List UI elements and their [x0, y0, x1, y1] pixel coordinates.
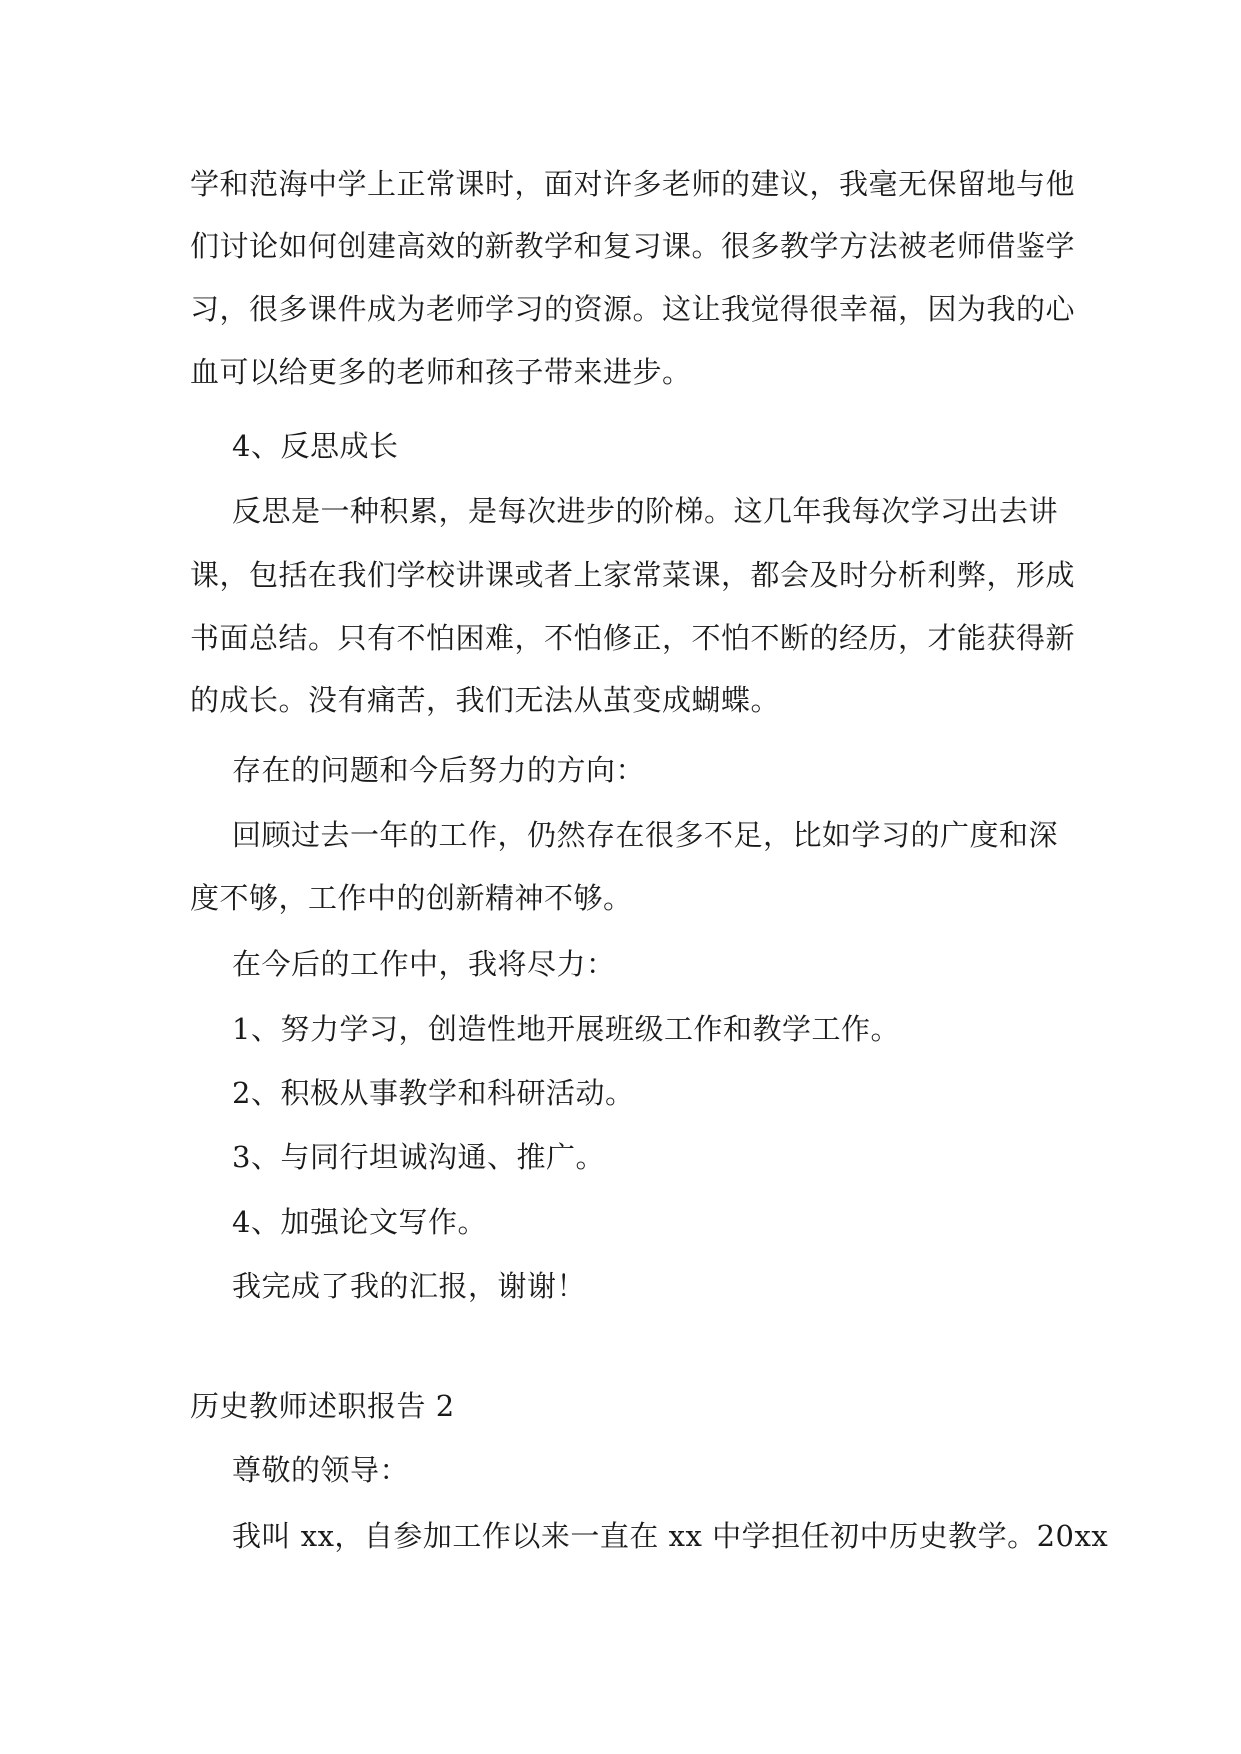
- paragraph-line: 血可以给更多的老师和孩子带来进步。: [190, 355, 692, 389]
- section-heading: 4、反思成长: [232, 429, 399, 463]
- list-item: 3、与同行坦诚沟通、推广。: [232, 1140, 605, 1174]
- paragraph-line: 我完成了我的汇报，谢谢！: [232, 1269, 587, 1303]
- paragraph-line: 回顾过去一年的工作，仍然存在很多不足，比如学习的广度和深: [232, 818, 1059, 852]
- paragraph-line: 的成长。没有痛苦，我们无法从茧变成蝴蝶。: [190, 683, 781, 717]
- paragraph-line: 学和范海中学上正常课时，面对许多老师的建议，我毫无保留地与他: [190, 167, 1076, 201]
- paragraph-line: 在今后的工作中，我将尽力：: [232, 947, 616, 981]
- paragraph-line: 书面总结。只有不怕困难，不怕修正，不怕不断的经历，才能获得新: [190, 621, 1076, 655]
- paragraph-line: 度不够，工作中的创新精神不够。: [190, 881, 633, 915]
- paragraph-line: 课，包括在我们学校讲课或者上家常菜课，都会及时分析利弊，形成: [190, 558, 1076, 592]
- paragraph-line: 们讨论如何创建高效的新教学和复习课。很多教学方法被老师借鉴学: [190, 229, 1076, 263]
- list-item: 4、加强论文写作。: [232, 1205, 487, 1239]
- list-item: 1、努力学习，创造性地开展班级工作和教学工作。: [232, 1012, 900, 1046]
- paragraph-line: 存在的问题和今后努力的方向：: [232, 753, 646, 787]
- document-title: 历史教师述职报告 2: [190, 1389, 455, 1423]
- list-item: 2、积极从事教学和科研活动。: [232, 1076, 635, 1110]
- paragraph-line: 反思是一种积累，是每次进步的阶梯。这几年我每次学习出去讲: [232, 494, 1059, 528]
- salutation: 尊敬的领导：: [232, 1453, 410, 1487]
- paragraph-line: 习，很多课件成为老师学习的资源。这让我觉得很幸福，因为我的心: [190, 292, 1076, 326]
- paragraph-line: 我叫 xx，自参加工作以来一直在 xx 中学担任初中历史教学。20xx: [232, 1519, 1109, 1553]
